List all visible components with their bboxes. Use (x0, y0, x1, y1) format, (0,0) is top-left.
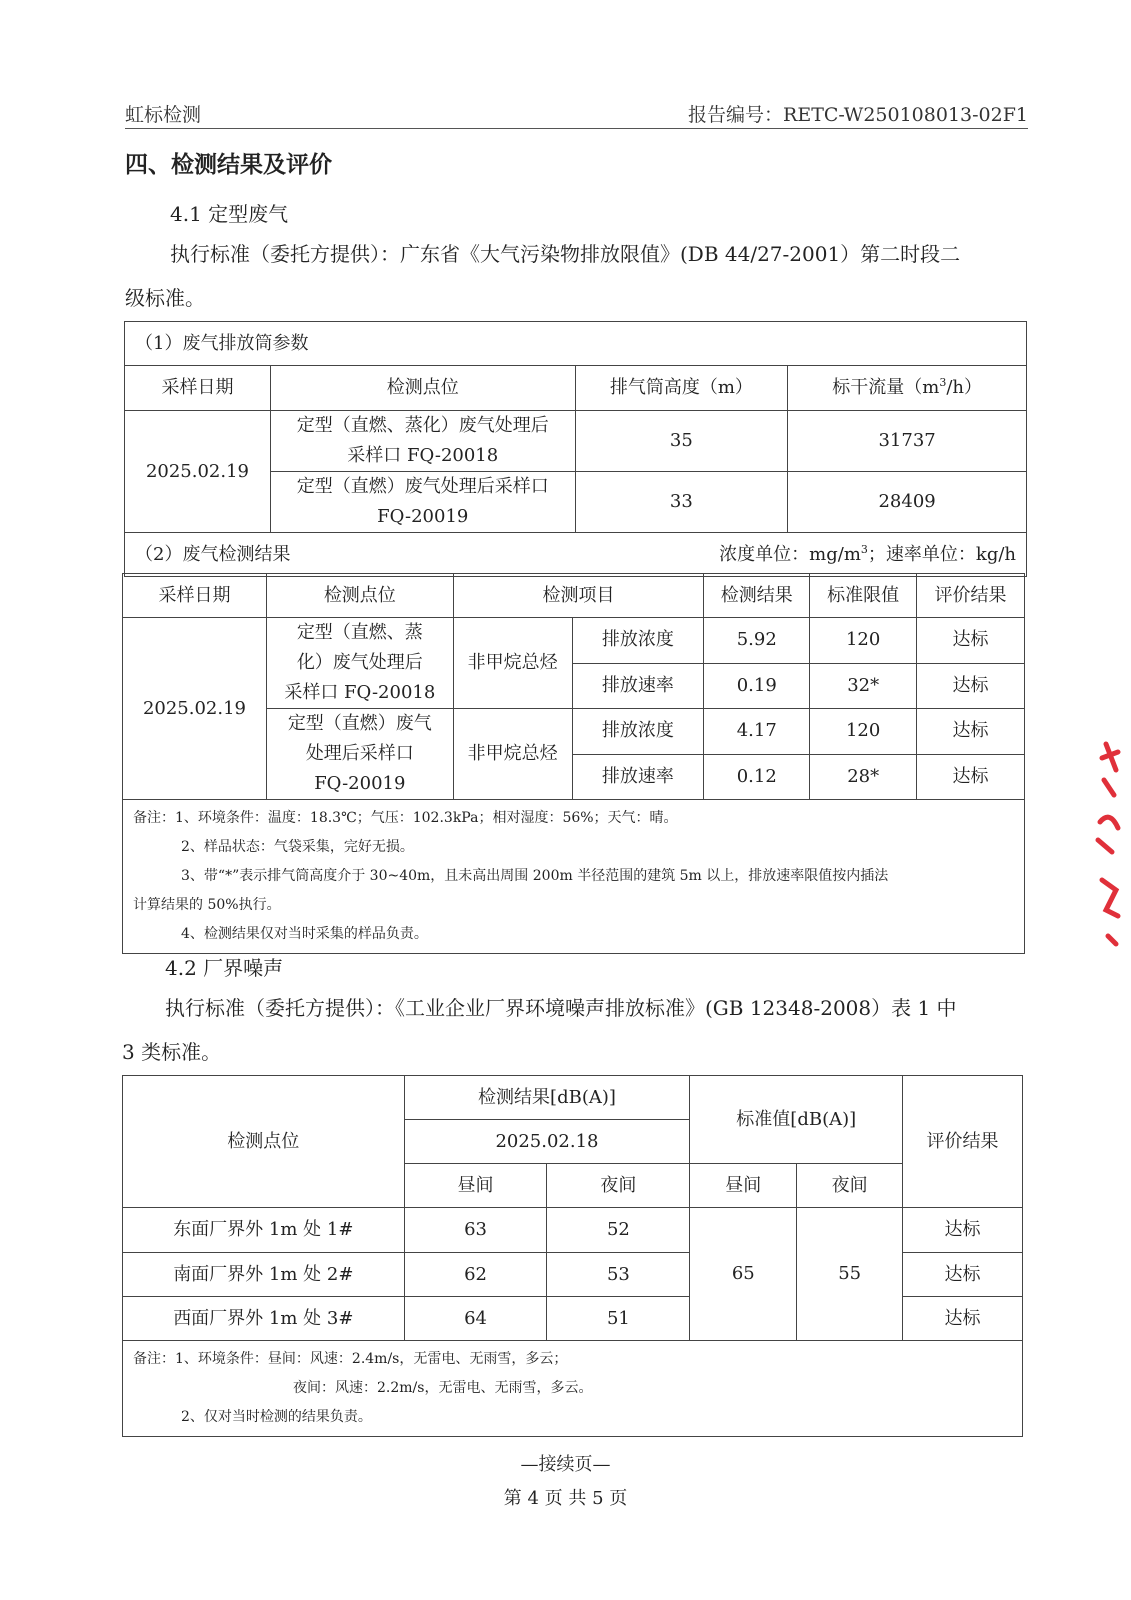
section-4-2-title: 4.2 厂界噪声 (165, 956, 284, 980)
noise-col-day: 昼间 (404, 1164, 547, 1208)
noise-day: 63 (404, 1208, 547, 1253)
t2-col-item: 检测项目 (453, 574, 704, 618)
t2-note-3-cont: 计算结果的 50%执行。 (133, 897, 281, 913)
t2-point: 定型（直燃、蒸 化）废气处理后 采样口 FQ-20018 (266, 618, 453, 709)
t1-col-height: 排气筒高度（m） (575, 366, 788, 411)
t2-result: 4.17 (704, 709, 810, 755)
section-4-1-title: 4.1 定型废气 (170, 202, 289, 226)
noise-point: 南面厂界外 1m 处 2# (123, 1253, 405, 1297)
exhaust-results-table (122, 573, 1025, 954)
t2-col-limit: 标准限值 (810, 574, 917, 618)
section-title: 四、检测结果及评价 (125, 151, 332, 178)
t1-height: 33 (575, 472, 788, 533)
noise-col-result: 检测结果[dB(A)] (404, 1076, 690, 1120)
s41-standard-line1: 执行标准（委托方提供）：广东省《大气污染物排放限值》(DB 44/27-2001）第二时段二 (170, 242, 961, 266)
t2-col-result: 检测结果 (704, 574, 810, 618)
t2-notes (123, 800, 1025, 954)
t2-param: 排放速率 (572, 663, 704, 709)
t2-units: 浓度单位：$mg/m^3$；速率单位：kg/h (719, 542, 1016, 565)
t2-eval: 达标 (917, 709, 1025, 755)
header-org: 虹标检测 (125, 104, 202, 126)
noise-note-1: 备注：1、环境条件：昼间：风速：2.4m/s，无雷电、无雨雪，多云； (133, 1351, 568, 1367)
noise-std-col-day: 昼间 (690, 1164, 797, 1208)
t1-date: 2025.02.19 (125, 411, 271, 533)
t2-eval: 达标 (917, 618, 1025, 664)
t1-point: 定型（直燃）废气处理后采样口 FQ-20019 (270, 472, 575, 533)
noise-date: 2025.02.18 (404, 1120, 690, 1164)
noise-night: 52 (547, 1208, 690, 1253)
t1-point: 定型（直燃、蒸化）废气处理后 采样口 FQ-20018 (270, 411, 575, 472)
noise-eval: 达标 (903, 1208, 1023, 1253)
page-number: 第 4 页 共 5 页 (503, 1488, 628, 1509)
t1-height: 35 (575, 411, 788, 472)
t1-flow: 31737 (788, 411, 1027, 472)
stamp-seal (1092, 740, 1122, 950)
noise-day: 62 (404, 1253, 547, 1297)
t2-eval: 达标 (917, 663, 1025, 709)
noise-point: 东面厂界外 1m 处 1# (123, 1208, 405, 1253)
t1-col-flow: 标干流量$(m^3/h)$ (788, 366, 1027, 411)
t2-result: 0.12 (704, 754, 810, 800)
noise-std-col-night: 夜间 (797, 1164, 903, 1208)
t2-col-date: 采样日期 (123, 574, 267, 618)
t2-note-4: 4、检测结果仅对当时采集的样品负责。 (181, 926, 428, 942)
noise-std-day: 65 (690, 1208, 797, 1341)
t2-result: 5.92 (704, 618, 810, 664)
noise-col-eval: 评价结果 (903, 1076, 1023, 1208)
t2-limit: 28* (810, 754, 917, 800)
t2-caption: （2）废气检测结果 (135, 543, 291, 565)
t1-col-point: 检测点位 (270, 366, 575, 411)
t2-result: 0.19 (704, 663, 810, 709)
report-number: 报告编号：RETC-W250108013-02F1 (688, 104, 1028, 126)
t2-caption-row (125, 533, 1027, 577)
noise-results-table (122, 1075, 1023, 1437)
t1-col-date: 采样日期 (125, 366, 271, 411)
t2-limit: 120 (810, 618, 917, 664)
noise-col-std: 标准值[dB(A)] (690, 1076, 903, 1164)
t2-eval: 达标 (917, 754, 1025, 800)
t2-limit: 120 (810, 709, 917, 755)
noise-note-1-night: 夜间：风速：2.2m/s，无雷电、无雨雪，多云。 (293, 1380, 593, 1396)
noise-notes (123, 1341, 1023, 1437)
t2-note-3: 3、带“*”表示排气筒高度介于 30~40m，且未高出周围 200m 半径范围的建筑 5m 以上，排放速率限值按内插法 (181, 868, 889, 884)
noise-point: 西面厂界外 1m 处 3# (123, 1297, 405, 1341)
noise-night: 53 (547, 1253, 690, 1297)
noise-note-2: 2、仅对当时检测的结果负责。 (181, 1409, 372, 1425)
s41-standard-line2: 级标准。 (125, 286, 205, 310)
noise-night: 51 (547, 1297, 690, 1341)
continued-marker: —接续页— (520, 1454, 611, 1475)
t2-col-eval: 评价结果 (917, 574, 1025, 618)
noise-eval: 达标 (903, 1253, 1023, 1297)
t1-flow: 28409 (788, 472, 1027, 533)
t2-note-2: 2、样品状态：气袋采集，完好无损。 (181, 839, 414, 855)
t2-param: 排放浓度 (572, 709, 704, 755)
s42-standard-line1: 执行标准（委托方提供）：《工业企业厂界环境噪声排放标准》(GB 12348-2008）表 1 中 (165, 996, 957, 1020)
header-rule (125, 128, 1028, 129)
t2-param: 排放速率 (572, 754, 704, 800)
noise-day: 64 (404, 1297, 547, 1341)
noise-col-point: 检测点位 (123, 1076, 405, 1208)
t2-date: 2025.02.19 (123, 618, 267, 800)
noise-std-night: 55 (797, 1208, 903, 1341)
t2-param: 排放浓度 (572, 618, 704, 664)
t1-caption: （1）废气排放筒参数 (125, 322, 1027, 366)
exhaust-params-table (124, 321, 1027, 577)
s42-standard-line2: 3 类标准。 (122, 1040, 222, 1064)
t2-note-1: 备注：1、环境条件：温度：18.3℃；气压：102.3kPa；相对湿度：56%；天气：晴。 (133, 810, 678, 826)
t2-item: 非甲烷总烃 (453, 618, 572, 709)
t2-item: 非甲烷总烃 (453, 709, 572, 800)
t2-point: 定型（直燃）废气 处理后采样口 FQ-20019 (266, 709, 453, 800)
noise-eval: 达标 (903, 1297, 1023, 1341)
t2-limit: 32* (810, 663, 917, 709)
t2-col-point: 检测点位 (266, 574, 453, 618)
noise-col-night: 夜间 (547, 1164, 690, 1208)
